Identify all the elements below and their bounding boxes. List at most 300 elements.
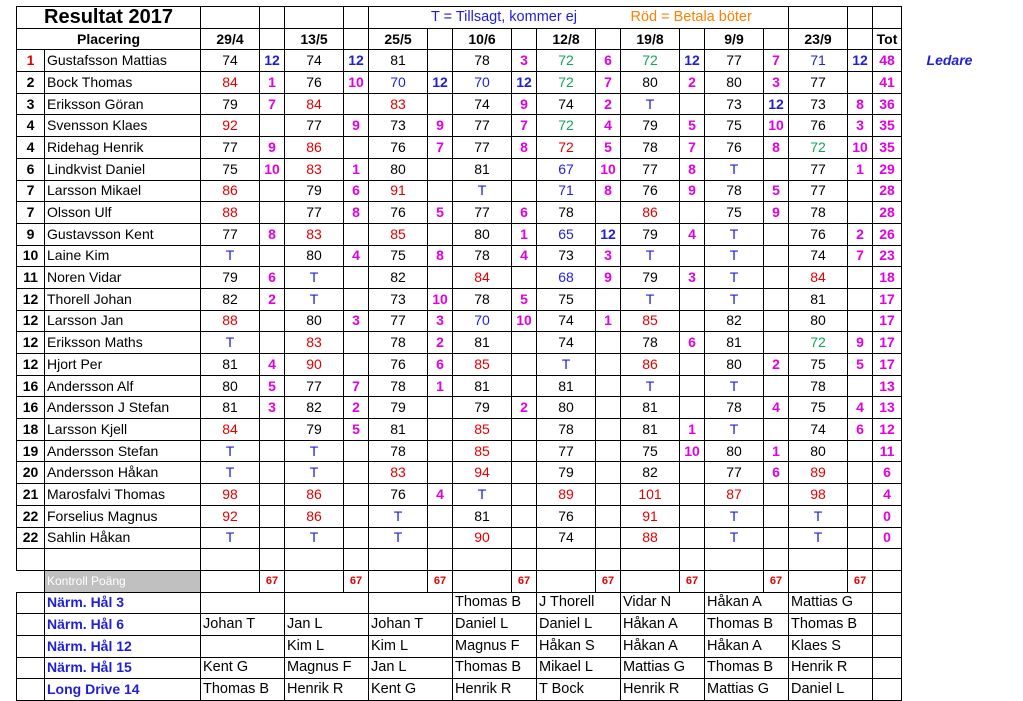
score-cell: 83	[369, 462, 428, 484]
placement: 16	[17, 375, 45, 397]
points-cell	[596, 332, 621, 354]
score-cell: 77	[453, 202, 512, 224]
empty-cell	[902, 93, 998, 115]
points-cell	[680, 288, 705, 310]
empty-cell	[873, 7, 902, 29]
points-cell: 6	[764, 462, 789, 484]
points-cell	[344, 505, 369, 527]
score-cell: 77	[453, 115, 512, 137]
score-cell: 72	[537, 50, 596, 72]
table-row	[17, 180, 998, 202]
points-cell	[260, 484, 285, 506]
score-cell: 80	[285, 245, 344, 267]
award-winner: Håkan A	[705, 592, 789, 614]
points-cell	[848, 267, 873, 289]
player-name: Eriksson Göran	[45, 93, 201, 115]
score-cell: 87	[705, 484, 764, 506]
score-cell: 72	[621, 50, 680, 72]
date-header: 29/4	[201, 28, 260, 50]
score-cell: 76	[789, 223, 848, 245]
points-cell: 12	[512, 72, 537, 94]
kontroll-label: Kontroll Poäng	[45, 570, 201, 592]
empty-cell	[260, 549, 285, 571]
table-row	[17, 137, 998, 159]
score-cell: 79	[537, 462, 596, 484]
points-cell: 8	[680, 158, 705, 180]
points-cell: 2	[680, 72, 705, 94]
empty-cell	[369, 570, 428, 592]
empty-cell	[902, 592, 998, 614]
score-cell: 68	[537, 267, 596, 289]
points-cell: 6	[344, 180, 369, 202]
empty-cell	[45, 549, 201, 571]
placement: 4	[17, 115, 45, 137]
score-cell: T	[201, 462, 260, 484]
points-cell: 8	[512, 137, 537, 159]
sheet-body	[17, 7, 998, 701]
score-cell: T	[201, 440, 260, 462]
placement: 6	[17, 158, 45, 180]
score-cell: T	[621, 375, 680, 397]
score-cell: 74	[537, 332, 596, 354]
score-cell: T	[705, 375, 764, 397]
empty-cell	[201, 549, 260, 571]
award-winner: Klaes S	[789, 635, 873, 657]
empty-cell	[902, 657, 998, 679]
player-name: Ridehag Henrik	[45, 137, 201, 159]
points-cell: 9	[596, 267, 621, 289]
award-winner: Henrik R	[789, 657, 873, 679]
empty-cell	[453, 570, 512, 592]
points-cell: 5	[512, 288, 537, 310]
award-winner: J Thorell	[537, 592, 621, 614]
points-cell	[512, 484, 537, 506]
award-row	[17, 592, 998, 614]
points-cell: 6	[680, 332, 705, 354]
results-sheet	[16, 6, 998, 701]
points-cell: 6	[260, 267, 285, 289]
empty-cell	[902, 614, 998, 636]
empty-cell	[537, 549, 596, 571]
score-cell: 78	[621, 137, 680, 159]
total-points: 35	[873, 137, 902, 159]
total-points: 0	[873, 527, 902, 549]
points-cell	[848, 505, 873, 527]
score-cell: 85	[453, 419, 512, 441]
empty-cell	[621, 570, 680, 592]
score-cell: 78	[705, 397, 764, 419]
score-cell: 86	[285, 505, 344, 527]
award-winner: Daniel L	[453, 614, 537, 636]
total-points: 17	[873, 310, 902, 332]
points-cell	[764, 245, 789, 267]
score-cell: 98	[789, 484, 848, 506]
points-cell	[428, 419, 453, 441]
total-points: 12	[873, 419, 902, 441]
score-cell: 75	[705, 202, 764, 224]
points-cell: 9	[344, 115, 369, 137]
tot-header: Tot	[873, 28, 902, 50]
score-cell: 72	[789, 137, 848, 159]
empty-cell	[453, 549, 512, 571]
score-cell: 77	[285, 115, 344, 137]
points-cell: 7	[344, 375, 369, 397]
points-cell: 1	[428, 375, 453, 397]
empty-cell	[17, 679, 45, 701]
score-cell: 79	[621, 115, 680, 137]
points-cell	[428, 267, 453, 289]
award-row	[17, 679, 998, 701]
placement: 11	[17, 267, 45, 289]
points-cell: 8	[260, 223, 285, 245]
total-points: 11	[873, 440, 902, 462]
total-points: 36	[873, 93, 902, 115]
points-cell: 7	[848, 245, 873, 267]
points-cell	[848, 310, 873, 332]
points-header-blank	[428, 28, 453, 50]
points-cell: 5	[596, 137, 621, 159]
points-cell	[596, 354, 621, 376]
score-cell: 77	[201, 137, 260, 159]
score-cell: 73	[789, 93, 848, 115]
empty-cell	[902, 310, 998, 332]
empty-cell	[902, 202, 998, 224]
placement: 12	[17, 332, 45, 354]
total-points: 18	[873, 267, 902, 289]
date-header: 25/5	[369, 28, 428, 50]
award-row	[17, 657, 998, 679]
points-cell	[260, 505, 285, 527]
points-header-blank	[596, 28, 621, 50]
points-cell: 3	[260, 397, 285, 419]
points-cell: 5	[260, 375, 285, 397]
points-cell	[344, 527, 369, 549]
placement: 9	[17, 223, 45, 245]
points-cell	[764, 288, 789, 310]
points-cell	[428, 505, 453, 527]
score-cell: T	[285, 440, 344, 462]
score-cell: 80	[201, 375, 260, 397]
total-points: 28	[873, 180, 902, 202]
table-row	[17, 72, 998, 94]
player-name: Thorell Johan	[45, 288, 201, 310]
points-cell: 1	[512, 223, 537, 245]
score-cell: 89	[537, 484, 596, 506]
points-cell	[596, 440, 621, 462]
score-cell: T	[201, 245, 260, 267]
score-cell: 85	[453, 354, 512, 376]
score-cell: 76	[285, 72, 344, 94]
empty-cell	[17, 570, 45, 592]
score-cell: 77	[537, 440, 596, 462]
points-cell	[848, 202, 873, 224]
empty-cell	[17, 657, 45, 679]
empty-cell	[705, 570, 764, 592]
score-cell: 75	[369, 245, 428, 267]
points-cell	[680, 245, 705, 267]
table-row	[17, 462, 998, 484]
empty-cell	[848, 549, 873, 571]
points-cell: 10	[260, 158, 285, 180]
placement: 2	[17, 72, 45, 94]
points-cell	[260, 332, 285, 354]
empty-cell	[873, 635, 902, 657]
title-row	[17, 7, 998, 29]
points-cell: 10	[596, 158, 621, 180]
header-row	[17, 28, 998, 50]
table-row	[17, 440, 998, 462]
award-winner: Vidar N	[621, 592, 705, 614]
points-cell	[680, 397, 705, 419]
placement: 7	[17, 180, 45, 202]
points-cell	[596, 419, 621, 441]
player-name: Olsson Ulf	[45, 202, 201, 224]
score-cell: 80	[705, 440, 764, 462]
total-points: 6	[873, 462, 902, 484]
table-row	[17, 158, 998, 180]
award-label: Long Drive 14	[45, 679, 201, 701]
points-cell	[512, 527, 537, 549]
points-cell: 2	[596, 93, 621, 115]
empty-cell	[902, 679, 998, 701]
points-cell: 1	[848, 158, 873, 180]
score-cell: 78	[453, 245, 512, 267]
points-cell: 12	[848, 50, 873, 72]
points-header-blank	[680, 28, 705, 50]
points-cell: 10	[848, 137, 873, 159]
total-points: 13	[873, 375, 902, 397]
award-winner: Jan L	[369, 657, 453, 679]
score-cell: 71	[537, 180, 596, 202]
player-name: Andersson Håkan	[45, 462, 201, 484]
points-cell	[512, 267, 537, 289]
table-row	[17, 419, 998, 441]
points-cell	[848, 440, 873, 462]
player-name: Andersson Stefan	[45, 440, 201, 462]
points-cell: 10	[680, 440, 705, 462]
score-cell: 86	[201, 180, 260, 202]
award-winner: Thomas B	[201, 679, 285, 701]
score-cell: T	[789, 527, 848, 549]
score-cell: 78	[789, 202, 848, 224]
points-cell	[680, 527, 705, 549]
points-cell	[428, 158, 453, 180]
empty-cell	[428, 549, 453, 571]
score-cell: 77	[453, 137, 512, 159]
points-cell	[344, 440, 369, 462]
points-cell	[848, 484, 873, 506]
kontroll-value: 67	[428, 570, 453, 592]
score-cell: 81	[453, 332, 512, 354]
points-cell: 2	[764, 354, 789, 376]
score-cell: 81	[453, 375, 512, 397]
points-cell	[344, 137, 369, 159]
score-cell: 77	[369, 310, 428, 332]
empty-cell	[873, 614, 902, 636]
table-row	[17, 527, 998, 549]
points-cell	[680, 484, 705, 506]
score-cell: 89	[789, 462, 848, 484]
kontroll-row	[17, 570, 998, 592]
table-row	[17, 223, 998, 245]
kontroll-value: 67	[596, 570, 621, 592]
score-cell: 83	[369, 93, 428, 115]
score-cell: 98	[201, 484, 260, 506]
placement: 20	[17, 462, 45, 484]
score-cell: 82	[369, 267, 428, 289]
award-label: Närm. Hål 3	[45, 592, 201, 614]
empty-cell	[596, 549, 621, 571]
score-cell: T	[369, 505, 428, 527]
points-cell	[596, 527, 621, 549]
score-cell: 82	[285, 397, 344, 419]
score-cell: 81	[537, 375, 596, 397]
empty-cell	[902, 28, 998, 50]
award-label: Närm. Hål 6	[45, 614, 201, 636]
award-winner	[201, 635, 285, 657]
placement: 4	[17, 137, 45, 159]
placement: 18	[17, 419, 45, 441]
total-points: 26	[873, 223, 902, 245]
score-cell: 83	[285, 158, 344, 180]
award-winner	[285, 592, 369, 614]
empty-cell	[902, 72, 998, 94]
points-cell: 9	[764, 202, 789, 224]
empty-cell	[789, 570, 848, 592]
legend-red	[621, 7, 789, 29]
empty-cell	[789, 549, 848, 571]
points-cell	[512, 158, 537, 180]
points-cell: 4	[428, 484, 453, 506]
points-cell: 3	[428, 310, 453, 332]
points-cell: 7	[764, 50, 789, 72]
points-cell	[680, 354, 705, 376]
award-winner: Mattias G	[789, 592, 873, 614]
empty-cell	[902, 440, 998, 462]
score-cell: 78	[705, 180, 764, 202]
score-cell: 85	[369, 223, 428, 245]
points-cell	[764, 332, 789, 354]
empty-cell	[764, 549, 789, 571]
score-cell: 91	[621, 505, 680, 527]
points-cell: 12	[764, 93, 789, 115]
score-cell: 79	[201, 267, 260, 289]
award-winner: Håkan A	[621, 614, 705, 636]
score-cell: 81	[789, 288, 848, 310]
total-points: 29	[873, 158, 902, 180]
points-cell: 5	[680, 115, 705, 137]
score-cell: 79	[621, 223, 680, 245]
points-cell: 4	[764, 397, 789, 419]
score-cell: 76	[789, 115, 848, 137]
score-cell: T	[285, 288, 344, 310]
points-cell: 4	[512, 245, 537, 267]
score-cell: 81	[453, 158, 512, 180]
score-cell: 80	[285, 310, 344, 332]
score-cell: 80	[453, 223, 512, 245]
points-cell: 12	[344, 50, 369, 72]
points-cell	[344, 223, 369, 245]
player-name: Gustavsson Kent	[45, 223, 201, 245]
player-name: Andersson Alf	[45, 375, 201, 397]
score-cell: T	[705, 527, 764, 549]
empty-cell	[201, 570, 260, 592]
points-cell	[764, 419, 789, 441]
legend-tillsagt-text: T = Tillsagt, kommer ej	[431, 8, 577, 25]
points-cell	[764, 158, 789, 180]
empty-cell	[17, 635, 45, 657]
score-cell: 83	[285, 223, 344, 245]
points-cell	[260, 245, 285, 267]
score-cell: 80	[621, 72, 680, 94]
empty-cell	[705, 549, 764, 571]
points-cell: 12	[596, 223, 621, 245]
empty-cell	[873, 570, 902, 592]
placement: 22	[17, 505, 45, 527]
points-cell: 7	[428, 137, 453, 159]
score-cell: 79	[369, 397, 428, 419]
total-points: 23	[873, 245, 902, 267]
legend-tillsagt	[369, 7, 621, 29]
score-cell: 90	[285, 354, 344, 376]
score-cell: 76	[705, 137, 764, 159]
total-points: 17	[873, 332, 902, 354]
score-cell: 75	[201, 158, 260, 180]
points-cell: 4	[596, 115, 621, 137]
points-cell: 2	[512, 397, 537, 419]
points-cell	[428, 93, 453, 115]
score-cell: 79	[285, 180, 344, 202]
points-cell	[764, 375, 789, 397]
score-cell: 74	[201, 50, 260, 72]
score-cell: 81	[705, 332, 764, 354]
points-cell	[344, 332, 369, 354]
score-cell: 77	[789, 72, 848, 94]
score-cell: 83	[285, 332, 344, 354]
empty-cell	[512, 549, 537, 571]
kontroll-value: 67	[764, 570, 789, 592]
score-cell: 78	[453, 288, 512, 310]
score-cell: 82	[705, 310, 764, 332]
score-cell: 76	[369, 137, 428, 159]
score-cell: 81	[621, 397, 680, 419]
points-cell: 9	[428, 115, 453, 137]
award-winner: Johan T	[201, 614, 285, 636]
empty-cell	[344, 7, 369, 29]
points-cell	[596, 375, 621, 397]
score-cell: 79	[201, 93, 260, 115]
score-cell: 75	[789, 397, 848, 419]
points-cell: 9	[260, 137, 285, 159]
points-cell	[512, 505, 537, 527]
points-cell: 6	[428, 354, 453, 376]
award-row	[17, 614, 998, 636]
table-row	[17, 267, 998, 289]
points-cell: 12	[428, 72, 453, 94]
score-cell: 78	[369, 375, 428, 397]
placement: 7	[17, 202, 45, 224]
points-cell: 3	[848, 115, 873, 137]
points-cell: 8	[428, 245, 453, 267]
kontroll-value: 67	[848, 570, 873, 592]
score-cell: 76	[621, 180, 680, 202]
points-cell: 7	[260, 93, 285, 115]
award-winner: Henrik R	[621, 679, 705, 701]
player-name: Svensson Klaes	[45, 115, 201, 137]
empty-cell	[902, 332, 998, 354]
empty-cell	[902, 505, 998, 527]
score-cell: 76	[369, 354, 428, 376]
